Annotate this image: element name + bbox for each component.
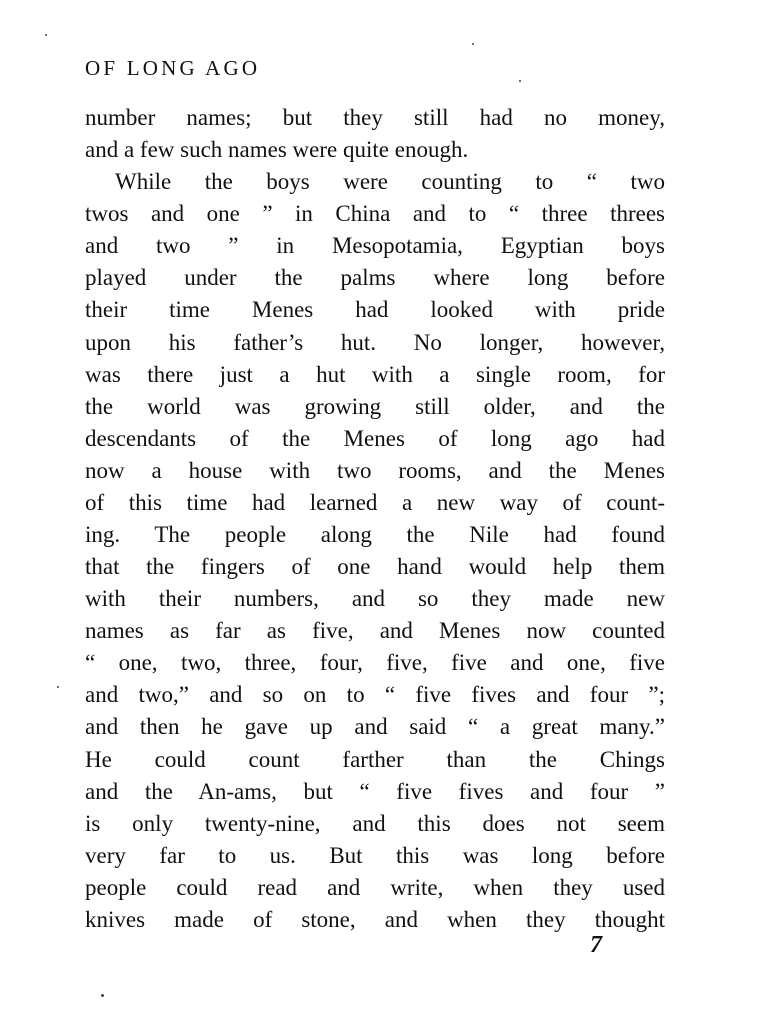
text-line: names as far as five, and Menes now counted [85,618,665,644]
text-line: and the An-ams, but “ five fives and four ” [85,778,665,804]
text-line: He could count farther than the Chings [85,746,665,772]
text-line: upon his father’s hut. No longer, however, [85,329,665,355]
text-line: knives made of stone, and when they thought [85,906,665,932]
text-line: and two ” in Mesopotamia, Egyptian boys [85,233,665,259]
running-head: OF LONG AGO [85,56,261,80]
print-speck [519,80,521,82]
text-line: people could read and write, when they used [85,874,665,900]
page-number: 7 [590,932,602,958]
print-speck [472,43,474,45]
text-line: is only twenty-nine, and this does not seem [85,810,665,836]
text-line: was there just a hut with a single room, for [85,361,665,387]
text-line: with their numbers, and so they made new [85,586,665,612]
text-line: twos and one ” in China and to “ three threes [85,201,665,227]
text-line: the world was growing still older, and the [85,393,665,419]
text-line: “ one, two, three, four, five, five and one, five [85,650,665,676]
text-line: While the boys were counting to “ two [115,169,665,195]
text-line: descendants of the Menes of long ago had [85,425,665,451]
print-speck [45,34,47,36]
print-speck [101,994,104,997]
text-line: and a few such names were quite enough. [85,137,469,163]
body-text [85,102,665,936]
text-line: and two,” and so on to “ five fives and four ”; [85,682,665,708]
text-line: ing. The people along the Nile had found [85,522,665,548]
text-line: played under the palms where long before [85,265,665,291]
text-line: and then he gave up and said “ a great many.” [85,714,665,740]
text-line: number names; but they still had no money, [85,105,665,130]
text-line: now a house with two rooms, and the Menes [85,457,665,483]
text-line: of this time had learned a new way of count- [85,489,665,515]
text-line: that the fingers of one hand would help them [85,554,665,580]
print-speck [57,686,59,688]
text-line: their time Menes had looked with pride [85,297,665,323]
text-line: very far to us. But this was long before [85,842,665,868]
